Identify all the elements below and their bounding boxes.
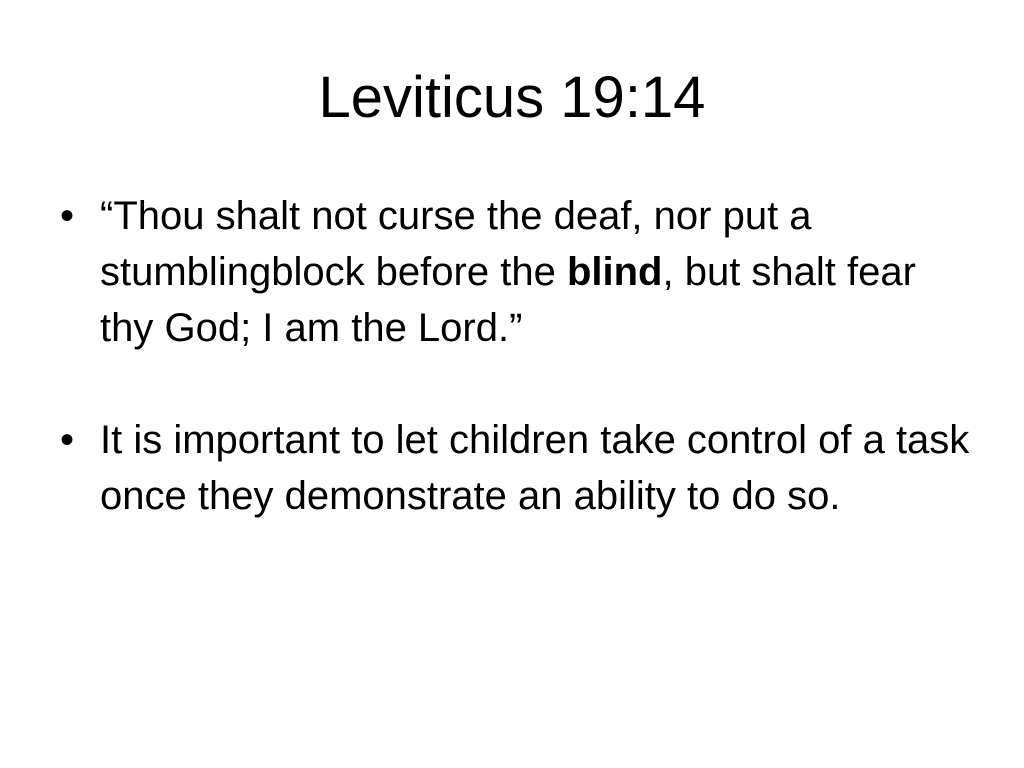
statement-text: It is important to let children take control of a task once they demonstrate an ability to do so. [100, 418, 970, 518]
quote-text-start: “Thou shalt not curse the deaf, nor put a stumblingblock before the [100, 194, 812, 294]
bullet-icon: • [60, 194, 75, 238]
slide-title: Leviticus 19:14 [318, 65, 706, 130]
bullet-item-statement [56, 412, 976, 524]
quote-text-end: , but shalt fear thy God; I am the Lord.” [100, 250, 916, 350]
bullet-list [56, 188, 976, 580]
quote-emphasis: blind [566, 250, 663, 294]
bullet-icon: • [60, 418, 75, 462]
bullet-item-quote [56, 188, 976, 356]
